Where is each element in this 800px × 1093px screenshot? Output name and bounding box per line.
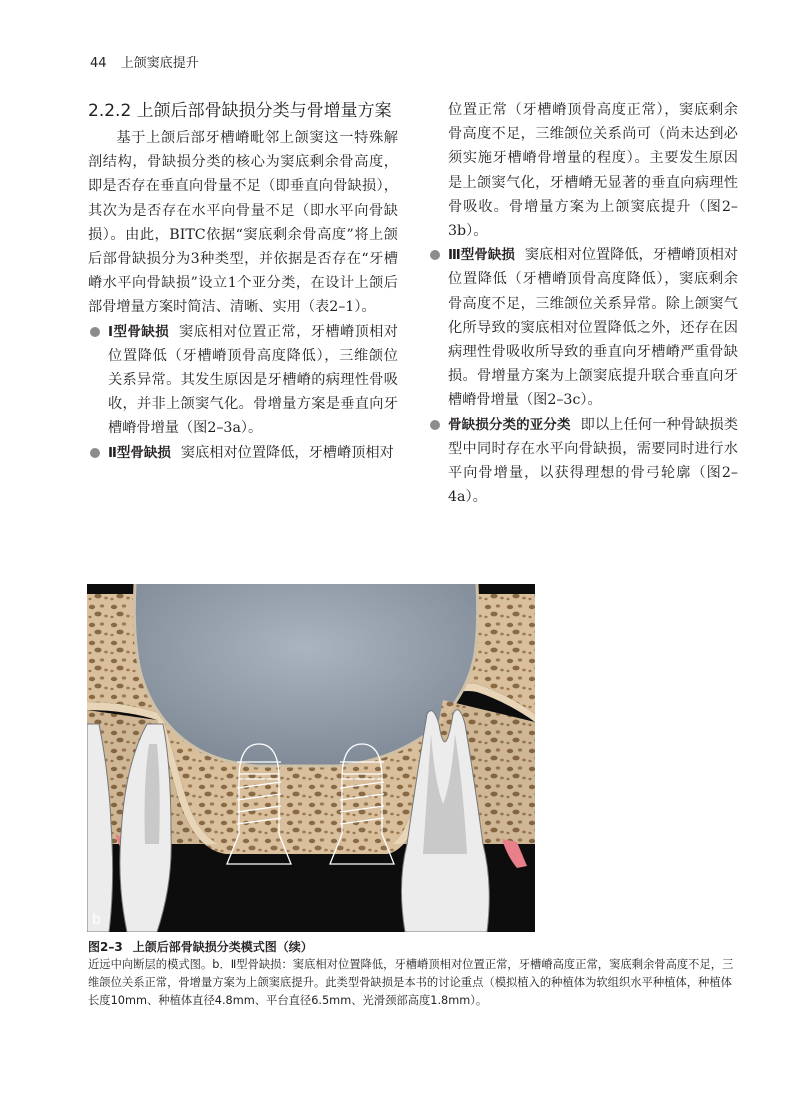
subtype-label: 骨缺损分类的亚分类 — [448, 416, 571, 433]
type1-text: 窦底相对位置正常，牙槽嵴顶相对位置降低（牙槽嵴顶骨高度降低），三维颌位关系异常。其发生原因是牙槽嵴的病理性骨吸收，并非上颌窦气化。骨增量方案是垂直向牙槽嵴骨增量（图2–3a）。 — [108, 323, 398, 437]
bone-defect-diagram — [87, 584, 535, 932]
left-column — [88, 98, 398, 465]
type3-label: Ⅲ型骨缺损 — [448, 247, 515, 264]
subtype-item — [428, 413, 738, 510]
type3-text: 窦底相对位置降低，牙槽嵴顶相对位置降低（牙槽嵴顶骨高度降低），窦底剩余骨高度不足，三维颌位关系异常。除上颌窦气化所导致的窦底相对位置降低之外，还存在因病理性骨吸收所导致的垂直向牙槽嵴严重骨缺损。骨增量方案为上颌窦底提升联合垂直向牙槽嵴骨增量（图2–3c）。 — [448, 247, 738, 409]
figure-panel-letter: b — [92, 912, 101, 928]
type1-item — [88, 320, 398, 441]
page-number: 44 — [90, 56, 107, 71]
caption-title-text: 上颌后部骨缺损分类模式图（续） — [132, 940, 313, 954]
type2-continued — [428, 98, 738, 243]
type2-text-cont: 位置正常（牙槽嵴顶骨高度正常），窦底剩余骨高度不足，三维颌位关系尚可（尚未达到必须实施牙槽嵴骨增量的程度）。主要发生原因是上颌窦气化，牙槽嵴无显著的垂直向病理性骨吸收。骨增量方案为上颌窦底提升（图2–3b）。 — [448, 102, 738, 240]
type1-label: Ⅰ型骨缺损 — [108, 323, 170, 340]
type2-text-start: 窦底相对位置降低，牙槽嵴顶相对 — [180, 444, 394, 461]
bullet-dot-icon — [430, 250, 440, 260]
figure-number: 图2–3 — [88, 940, 123, 954]
intro-paragraph: 基于上颌后部牙槽嵴毗邻上颌窦这一特殊解剖结构，骨缺损分类的核心为窦底剩余骨高度，即是否存在垂直向骨量不足（即垂直向骨缺损），其次为是否存在水平向骨量不足（即水平向骨缺损）。由此，BITC依据“窦底剩余骨高度”将上颌后部骨缺损分为3种类型，并依据是否存在“牙槽嵴水平向骨缺损”设立1个亚分类，在设计上颌后部骨增量方案时简洁、清晰、实用（表2–1）。 — [88, 130, 398, 316]
type2-item — [88, 441, 398, 465]
caption-body: 近远中向断层的模式图。b．Ⅱ型骨缺损：窦底相对位置降低，牙槽嵴顶相对位置正常，牙槽嵴高度正常，窦底剩余骨高度不足，三维颌位关系正常，骨增量方案为上颌窦底提升。此类型骨缺损是本书的讨论重点（模拟植入的种植体为软组织水平种植体，种植体长度10mm、种植体直径4.8mm、平台直径6.5mm、光滑颈部高度1.8mm）。 — [88, 958, 734, 1007]
type3-item — [428, 243, 738, 412]
bullet-dot-icon — [90, 448, 100, 458]
running-header — [90, 52, 199, 71]
running-title: 上颌窦底提升 — [120, 56, 199, 71]
bullet-dot-icon — [90, 327, 100, 337]
subtype-text: 即以上任何一种骨缺损类型中同时存在水平向骨缺损，需要同时进行水平向骨增量，以获得理想的骨弓轮廓（图2–4a）。 — [448, 416, 738, 506]
figure-caption — [88, 938, 738, 1010]
type2-label: Ⅱ型骨缺损 — [108, 444, 171, 461]
section-title: 2.2.2 上颌后部骨缺损分类与骨增量方案 — [88, 101, 392, 121]
right-column — [428, 98, 738, 509]
caption-title — [88, 938, 738, 956]
bullet-dot-icon — [430, 420, 440, 430]
